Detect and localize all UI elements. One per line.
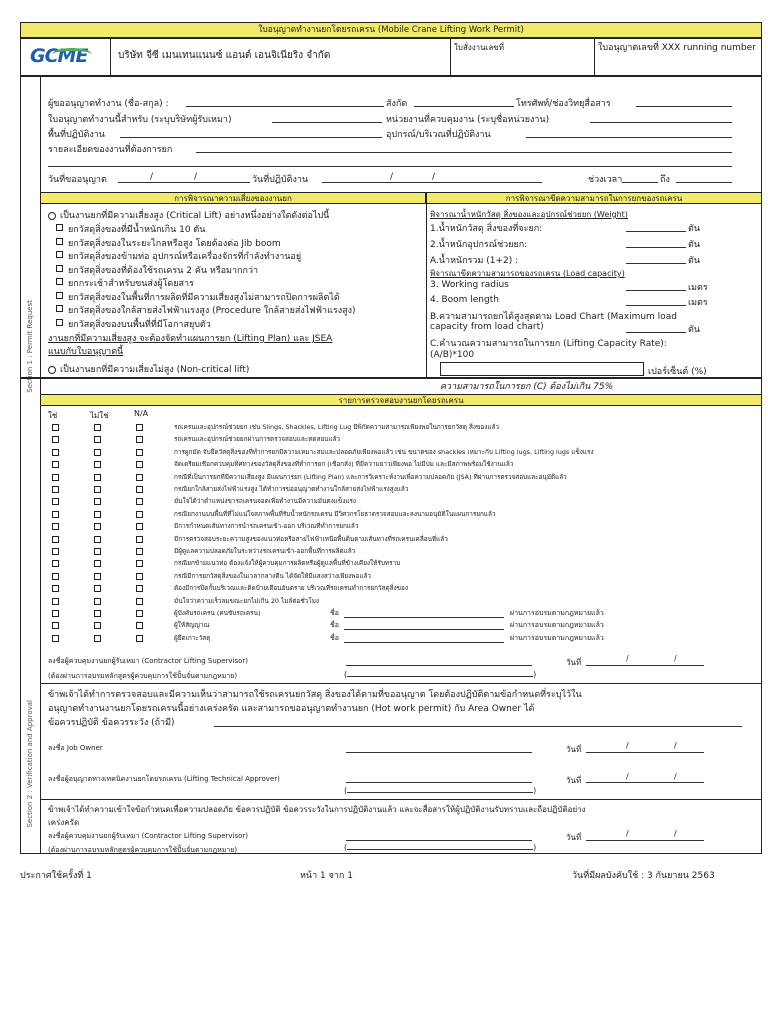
date-sep-5: / [626, 654, 629, 663]
checklist-row [0, 422, 768, 434]
date-sep: / [150, 172, 154, 182]
person-name-field[interactable] [344, 629, 504, 630]
work-order-label: ใบสั่งงานเลขที่ [454, 43, 505, 52]
checklist-row [0, 496, 768, 508]
person-name-label: ชื่อ [330, 633, 339, 642]
no-checkbox[interactable] [94, 486, 101, 493]
checklist-item-label: รถเครนและอุปกรณ์ช่วยยก เช่น Slings, Shackles, Lifting Lug มีพิกัดความสามารถเพียงพอในการยกวัสดุ สิ่งของแล้ว [174, 423, 499, 431]
tech-approver-label: ลงชื่อผู้อนุญาตทางเทคนิคงานยกโดยรถเครน (Lifting Technical Approver) [48, 775, 280, 783]
risk-note-2: แนบกับใบอนุญาตนี้ [48, 347, 124, 357]
weight-1-unit: ตัน [688, 224, 700, 234]
date-sep-8: / [674, 741, 677, 750]
critical-lift-option[interactable]: เป็นงานยกที่มีความเสี่ยงสูง (Critical Lift) อย่างหนึ่งอย่างใดดังต่อไปนี้ [48, 208, 329, 222]
risk-item-checkbox[interactable] [56, 224, 63, 231]
weight-2-field[interactable] [626, 247, 686, 248]
approval-text-1: ข้าพเจ้าได้ทำการตรวจสอบและมีความเห็นว่าสามารถใช้รถเครนยกวัสดุ สิ่งของได้ตามที่ขออนุญาต โดยต้องปฏิบัติตามข้อกำหนดที่ระบุไว้ใน [48, 690, 582, 700]
contractor-sign-label: ลงชื่อผู้ควบคุมงานยกผู้รับเหมา (Contractor Lifting Supervisor) [48, 657, 249, 665]
checklist-row [0, 459, 768, 471]
load-chart-label: B.ความสามารถยกได้สูงสุดตาม Load Chart (Maximum load [430, 312, 677, 322]
date-sep-11: / [626, 829, 629, 838]
work-date-field[interactable] [322, 182, 542, 183]
contractor-label: ใบอนุญาตทำงานนี้สำหรับ (ระบุบริษัทผู้รับเหมา) [48, 115, 232, 125]
person-name-field[interactable] [344, 642, 504, 643]
lift-detail-label: รายละเอียดของงานที่ต้องการยก [48, 145, 173, 155]
risk-item-label: ยกวัสดุสิ่งของข้ามท่อ อุปกรณ์หรือเครื่องจักรที่กำลังทำงานอยู่ [68, 252, 302, 262]
no-checkbox[interactable] [94, 622, 101, 629]
na-checkbox[interactable] [136, 498, 143, 505]
checklist-row [0, 447, 768, 459]
affiliation-label: สังกัด [386, 99, 408, 109]
no-checkbox[interactable] [94, 573, 101, 580]
tech-approver-print-name[interactable]: ( ) [344, 786, 537, 795]
na-checkbox[interactable] [136, 474, 143, 481]
weight-title: พิจารณาน้ำหนักวัสดุ สิ่งของและอุปกรณ์ช่วยยก (Weight) [430, 210, 628, 219]
yes-checkbox[interactable] [52, 536, 59, 543]
yes-checkbox[interactable] [52, 474, 59, 481]
checklist-row [0, 472, 768, 484]
checklist-item-label: มั่นใจว่าความเร็วลมขณะยกไม่เกิน 20 ไมล์ต่อชั่วโมง [174, 596, 320, 605]
boom-length-label: 4. Boom length [430, 295, 499, 305]
no-checkbox[interactable] [94, 436, 101, 443]
work-area-field[interactable] [120, 137, 382, 138]
na-checkbox[interactable] [136, 511, 143, 518]
na-checkbox[interactable] [136, 610, 143, 617]
person-name-label: ชื่อ [330, 621, 339, 630]
weight-total-field[interactable] [626, 263, 686, 264]
time-label: ช่วงเวลา [588, 175, 623, 185]
capacity-rate-input[interactable] [440, 362, 644, 376]
yes-checkbox[interactable] [52, 486, 59, 493]
risk-item-label: ยกวัสดุสิ่งของบนพื้นที่ที่มีโอกาสยุบตัว [68, 319, 211, 330]
date-sep-9: / [626, 772, 629, 781]
risk-item-label: ยกวัสดุสิ่งของที่มีน้ำหนักเกิน 10 ตัน [68, 225, 206, 235]
na-checkbox[interactable] [136, 523, 143, 530]
ack-text-2: เคร่งครัด [48, 818, 80, 827]
time-from-field[interactable] [622, 182, 658, 183]
precautions-field[interactable] [214, 726, 742, 727]
work-date-label: วันที่ปฏิบัติงาน [252, 175, 309, 185]
checklist-row [0, 571, 768, 583]
weight-total-label: A.น้ำหนักรวม (1+2) : [430, 256, 519, 266]
checklist-row [0, 534, 768, 546]
ack-text-1: ข้าพเจ้าได้ทำความเข้าใจข้อกำหนดเพื่อความปลอดภัย ข้อควรปฏิบัติ ข้อควรระวังในการปฏิบัติงานแล้ว และจะสื่อสารให้ผู้ปฏิบัติงานรับทราบและถือปฏิบัติอย่าง [48, 805, 586, 814]
risk-item-checkbox[interactable] [56, 278, 63, 285]
capacity-rate-note: ความสามารถในการยก (C) ต้องไม่เกิน 75% [440, 382, 614, 392]
yes-checkbox[interactable] [52, 498, 59, 505]
company-name: บริษัท จีซี เมนเทนแนนซ์ แอนด์ เอนจิเนียริง จำกัด [118, 50, 331, 61]
load-title: พิจารณาขีดความสามารถของรถเครน (Load capacity) [430, 269, 625, 278]
lift-detail-field[interactable] [196, 152, 732, 153]
risk-item-label: ยกวัสดุสิ่งของที่ต้องใช้รถเครน 2 คัน หรือมากกว่า [68, 265, 259, 276]
date-sep-2: / [194, 172, 198, 182]
na-checkbox[interactable] [136, 573, 143, 580]
no-checkbox[interactable] [94, 560, 101, 567]
footer-announce: ประกาศใช้ครั้งที่ 1 [20, 871, 92, 881]
checklist-item-label: รถเครนและอุปกรณ์ช่วยยกผ่านการตรวจสอบและทดสอบแล้ว [174, 435, 340, 444]
yes-checkbox[interactable] [52, 548, 59, 555]
no-checkbox[interactable] [94, 498, 101, 505]
weight-1-field[interactable] [626, 231, 686, 232]
checklist-item-label: จัดเตรียมเชือกควบคุมทิศทางของวัสดุสิ่งของที่ทำการยก (เชือกลัง) ที่มีความยาวเพียงพอ ไม่มีปม และมีสภาพพร้อมใช้งานแล้ว [174, 460, 514, 469]
checklist-row [0, 596, 768, 608]
checklist-row [0, 633, 768, 645]
na-checkbox[interactable] [136, 560, 143, 567]
legal-training-label: ผ่านการอบรมตามกฎหมายแล้ว [510, 633, 604, 642]
yes-checkbox[interactable] [52, 635, 59, 642]
section2-side-label: Section 2 : Verification and Approval [26, 700, 34, 828]
checklist-item-label: กรณียกงานบนพื้นที่ที่ไม่แน่ใจสภาพพื้นที่รับน้ำหนักรถเครน มีวิศวกรโยธาตรวจสอบและลงนามอนุมัติในแผนการยกแล้ว [174, 509, 496, 518]
date-sep-7: / [626, 741, 629, 750]
na-checkbox[interactable] [136, 622, 143, 629]
time-to-label: ถึง [660, 175, 670, 185]
footer-effective: วันที่มีผลบังคับใช้ : 3 กันยายน 2563 [572, 871, 715, 881]
checklist-item-label: กรณีมีการยกวัสดุสิ่งของในเวลากลางคืน ได้จัดให้มีแสงสว่างเพียงพอแล้ว [174, 571, 371, 580]
time-to-field[interactable] [676, 182, 732, 183]
capacity-rate-label: C.คำนวณความสามารถในการยก (Lifting Capacity Rate): [430, 339, 667, 349]
capacity-header: การพิจารณาขีดความสามารถในการยกของรถเครน [426, 192, 762, 204]
risk-item-label: ยกวัสดุสิ่งของในพื้นที่การผลิตที่มีความเสี่ยงสูงไม่สามารถปิดการผลิตได้ [68, 292, 340, 303]
working-radius-unit: เมตร [688, 283, 708, 293]
checklist-item-label: ผู้ยึดเกาะวัสดุ [174, 633, 211, 642]
yes-checkbox[interactable] [52, 573, 59, 580]
na-checkbox[interactable] [136, 486, 143, 493]
work-area-label: พื้นที่ปฏิบัติงาน [48, 130, 105, 140]
contractor-print-name[interactable]: ( ) [344, 670, 537, 679]
permit-number-label: ใบอนุญาตเลขที่ XXX running number [598, 43, 756, 53]
col-yes: ใช่ [48, 411, 58, 420]
job-owner-label: ลงชื่อ Job Owner [48, 744, 103, 752]
phone-field[interactable] [636, 106, 732, 107]
na-checkbox[interactable] [136, 449, 143, 456]
risk-header: การพิจารณาความเสี่ยงของงานยก [40, 192, 426, 204]
na-checkbox[interactable] [136, 461, 143, 468]
requester-name-field[interactable] [186, 106, 384, 107]
ack-print-name[interactable]: ( ) [344, 843, 537, 852]
noncritical-lift-option[interactable]: เป็นงานยกที่มีความเสี่ยงไม่สูง (Non-critical lift) [48, 362, 249, 376]
date-sep-4: / [432, 172, 436, 182]
checklist-row [0, 521, 768, 533]
date-sep-10: / [674, 772, 677, 781]
boom-length-field[interactable] [626, 305, 686, 306]
yes-checkbox[interactable] [52, 598, 59, 605]
na-checkbox[interactable] [136, 536, 143, 543]
risk-item-checkbox[interactable] [56, 319, 63, 326]
yes-checkbox[interactable] [52, 461, 59, 468]
load-chart-unit: ตัน [688, 325, 700, 335]
na-checkbox[interactable] [136, 424, 143, 431]
no-checkbox[interactable] [94, 424, 101, 431]
col-na: N/A [134, 409, 149, 418]
contractor-date-label: วันที่ [566, 658, 582, 667]
checklist-item-label: มีการตรวจสอบระยะความสูงของแนวท่อหรือสายไฟฟ้าเหนือพื้นดินตามเส้นทางที่รถเครนเคลื่อนที่แล้ว [174, 534, 448, 543]
load-chart-field[interactable] [626, 332, 686, 333]
boom-length-unit: เมตร [688, 298, 708, 308]
phone-label: โทรศัพท์/ช่องวิทยุสื่อสาร [516, 99, 611, 109]
ack-date-label: วันที่ [566, 833, 582, 842]
job-owner-date-label: วันที่ [566, 745, 582, 754]
risk-item-checkbox[interactable] [56, 238, 63, 245]
no-checkbox[interactable] [94, 449, 101, 456]
no-checkbox[interactable] [94, 461, 101, 468]
checklist-row [0, 484, 768, 496]
ack-date-field[interactable] [586, 840, 704, 841]
yes-checkbox[interactable] [52, 622, 59, 629]
checklist-item-label: มีการกำหนดเส้นทางการนำรถเครนเข้า-ออก บริเวณที่ทำการยกแล้ว [174, 522, 359, 531]
request-date-label: วันที่ขออนุญาต [48, 175, 107, 185]
na-checkbox[interactable] [136, 436, 143, 443]
capacity-rate-formula: (A/B)*100 [430, 350, 475, 360]
affiliation-field[interactable] [414, 106, 514, 107]
weight-2-unit: ตัน [688, 240, 700, 250]
ack-sign-field[interactable] [346, 840, 532, 841]
no-checkbox[interactable] [94, 536, 101, 543]
risk-item-checkbox[interactable] [56, 265, 63, 272]
tech-approver-date-label: วันที่ [566, 776, 582, 785]
logo-swoosh-icon [52, 48, 92, 61]
equipment-field[interactable] [526, 137, 732, 138]
checklist-item-label: มั่นใจได้ว่าตำแหน่งขารถเครนจอดเพื่อทำงานมีความมั่นคงแข็งแรง [174, 497, 357, 506]
section1-side-label: Section 1 : Permit Request [26, 300, 34, 393]
checklist-item-label: การผูกมัด จับยึดวัสดุสิ่งของที่ทำการยกมีความเหมาะสมและปลอดภัยเพียงพอแล้ว เช่น ขนาดของ shackles เหมาะกับ Lifting lugs, Lifting lugs แข็งแรง [174, 447, 594, 456]
working-radius-field[interactable] [626, 290, 686, 291]
no-checkbox[interactable] [94, 585, 101, 592]
lift-detail-field-2[interactable] [48, 166, 732, 167]
requester-name-label: ผู้ขออนุญาตทำงาน (ชื่อ-สกุล) : [48, 99, 169, 109]
contractor-sign-field[interactable] [346, 665, 532, 666]
date-sep-6: / [674, 654, 677, 663]
load-chart-label-2: capacity from load chart) [430, 322, 544, 332]
person-name-field[interactable] [344, 617, 504, 618]
company-logo: GCME [30, 45, 88, 67]
equipment-label: อุปกรณ์/บริเวณที่ปฏิบัติงาน [386, 130, 491, 140]
percent-unit: เปอร์เซ็นต์ (%) [648, 367, 707, 377]
col-no: ไม่ใช่ [90, 411, 109, 420]
critical-radio-icon[interactable] [48, 212, 56, 220]
yes-checkbox[interactable] [52, 449, 59, 456]
no-checkbox[interactable] [94, 474, 101, 481]
no-checkbox[interactable] [94, 548, 101, 555]
no-checkbox[interactable] [94, 598, 101, 605]
no-checkbox[interactable] [94, 523, 101, 530]
checklist-row [0, 546, 768, 558]
yes-checkbox[interactable] [52, 610, 59, 617]
date-sep-12: / [674, 829, 677, 838]
checklist-item-label: กรณียกใกล้สายส่งไฟฟ้าแรงสูง ได้ทำการขออนุญาตทำงานใกล้สายส่งไฟฟ้าแรงสูงแล้ว [174, 485, 409, 493]
yes-checkbox[interactable] [52, 511, 59, 518]
footer-page: หน้า 1 จาก 1 [300, 871, 353, 881]
checklist-item-label: กรณียกข้ามแนวท่อ ต้องแจ้งให้ผู้ควบคุมการผลิตหรือผู้ดูแลพื้นที่ข้างเคียงให้รับทราบ [174, 559, 401, 568]
checklist-item-label: ผู้ให้สัญญาณ [174, 621, 210, 630]
contractor-date-field[interactable] [586, 665, 704, 666]
request-date-field[interactable] [118, 182, 250, 183]
working-radius-label: 3. Working radius [430, 280, 509, 290]
checklist-item-label: กรณีที่เป็นการยกที่มีความเสี่ยงสูง มีแผนการยก (Lifting Plan) และการวิเคราะห์งานเพื่อความปลอดภัย (JSA) ที่ผ่านการตรวจสอบและอนุมัติแล้ว [174, 472, 567, 481]
na-checkbox[interactable] [136, 598, 143, 605]
ack-sign-label: ลงชื่อผู้ควบคุมงานยกผู้รับเหมา (Contractor Lifting Supervisor) [48, 832, 249, 840]
controlling-unit-field[interactable] [590, 122, 732, 123]
checklist-row [0, 583, 768, 595]
person-name-label: ชื่อ [330, 609, 339, 617]
checklist-item-label: ผู้บังคับรถเครน (คนขับรถเครน) [174, 609, 261, 617]
no-checkbox[interactable] [94, 511, 101, 518]
approval-text-2: อนุญาตทำงานงานยกโดยรถเครนนี้อย่างเคร่งครัด และสามารถขออนุญาตทำงานยก (Hot work permit) กับ Area Owner ได้ [48, 704, 535, 714]
contractor-field[interactable] [272, 122, 382, 123]
tech-approver-date-field[interactable] [586, 782, 704, 783]
weight-total-unit: ตัน [688, 256, 700, 266]
na-checkbox[interactable] [136, 635, 143, 642]
tech-approver-sign-field[interactable] [346, 782, 532, 783]
ack-sign-note: (ต้องผ่านการอบรมหลักสูตรผู้ควบคุมการใช้ปั้นจั่นตามกฎหมาย) [48, 846, 238, 854]
risk-item-checkbox[interactable] [56, 251, 63, 258]
checklist-row [0, 558, 768, 570]
yes-checkbox[interactable] [52, 436, 59, 443]
risk-item-label: ยกวัสดุสิ่งของในระยะไกลหรือสูง โดยต้องต่อ Jib boom [68, 238, 281, 249]
na-checkbox[interactable] [136, 585, 143, 592]
contractor-sign-note: (ต้องผ่านการอบรมหลักสูตรผู้ควบคุมการใช้ปั้นจั่นตามกฎหมาย) [48, 672, 238, 680]
yes-checkbox[interactable] [52, 585, 59, 592]
controlling-unit-label: หน่วยงานที่ควบคุมงาน (ระบุชื่อหน่วยงาน) [386, 115, 550, 125]
checklist-row [0, 509, 768, 521]
checklist-item-label: ต้องมีการปิดกั้นบริเวณและติดป้ายเตือนอันตราย บริเวณที่รถเครนทำการยกวัสดุสิ่งของ [174, 584, 408, 593]
checklist-header: รายการตรวจสอบงานยกโดยรถเครน [40, 394, 762, 406]
risk-item-checkbox[interactable] [56, 305, 63, 312]
risk-item-label: ยกวัสดุสิ่งของใกล้สายส่งไฟฟ้าแรงสูง (Procedure ใกล้สายส่งไฟฟ้าแรงสูง) [68, 306, 356, 316]
job-owner-date-field[interactable] [586, 752, 704, 753]
checklist-row [0, 608, 768, 620]
risk-item-checkbox[interactable] [56, 292, 63, 299]
approval-text-3: ข้อควรปฏิบัติ ข้อควรระวัง (ถ้ามี) [48, 718, 175, 728]
na-checkbox[interactable] [136, 548, 143, 555]
job-owner-sign-field[interactable] [346, 752, 532, 753]
yes-checkbox[interactable] [52, 523, 59, 530]
weight-1-label: 1.น้ำหนักวัสดุ สิ่งของที่จะยก: [430, 224, 543, 234]
legal-training-label: ผ่านการอบรมตามกฎหมายแล้ว [510, 609, 604, 617]
title-bar: ใบอนุญาตทำงานยกโดยรถเครน (Mobile Crane Lifting Work Permit) [20, 22, 762, 38]
risk-note-1: งานยกที่มีความเสี่ยงสูง จะต้องจัดทำแผนการยก (Lifting Plan) และ JSEA [48, 334, 333, 344]
yes-checkbox[interactable] [52, 424, 59, 431]
checklist-item-label: มีผู้ดูแลความปลอดภัยในระหว่างรถเครนเข้า-ออกพื้นที่การผลิตแล้ว [174, 547, 356, 555]
checklist-row [0, 620, 768, 632]
yes-checkbox[interactable] [52, 560, 59, 567]
no-checkbox[interactable] [94, 635, 101, 642]
legal-training-label: ผ่านการอบรมตามกฎหมายแล้ว [510, 621, 604, 630]
checklist-row [0, 434, 768, 446]
no-checkbox[interactable] [94, 610, 101, 617]
noncritical-radio-icon[interactable] [48, 366, 56, 374]
date-sep-3: / [390, 172, 394, 182]
risk-item-label: ยกกระเช้าสำหรับขนส่งผู้โดยสาร [68, 279, 194, 289]
weight-2-label: 2.น้ำหนักอุปกรณ์ช่วยยก: [430, 240, 528, 250]
